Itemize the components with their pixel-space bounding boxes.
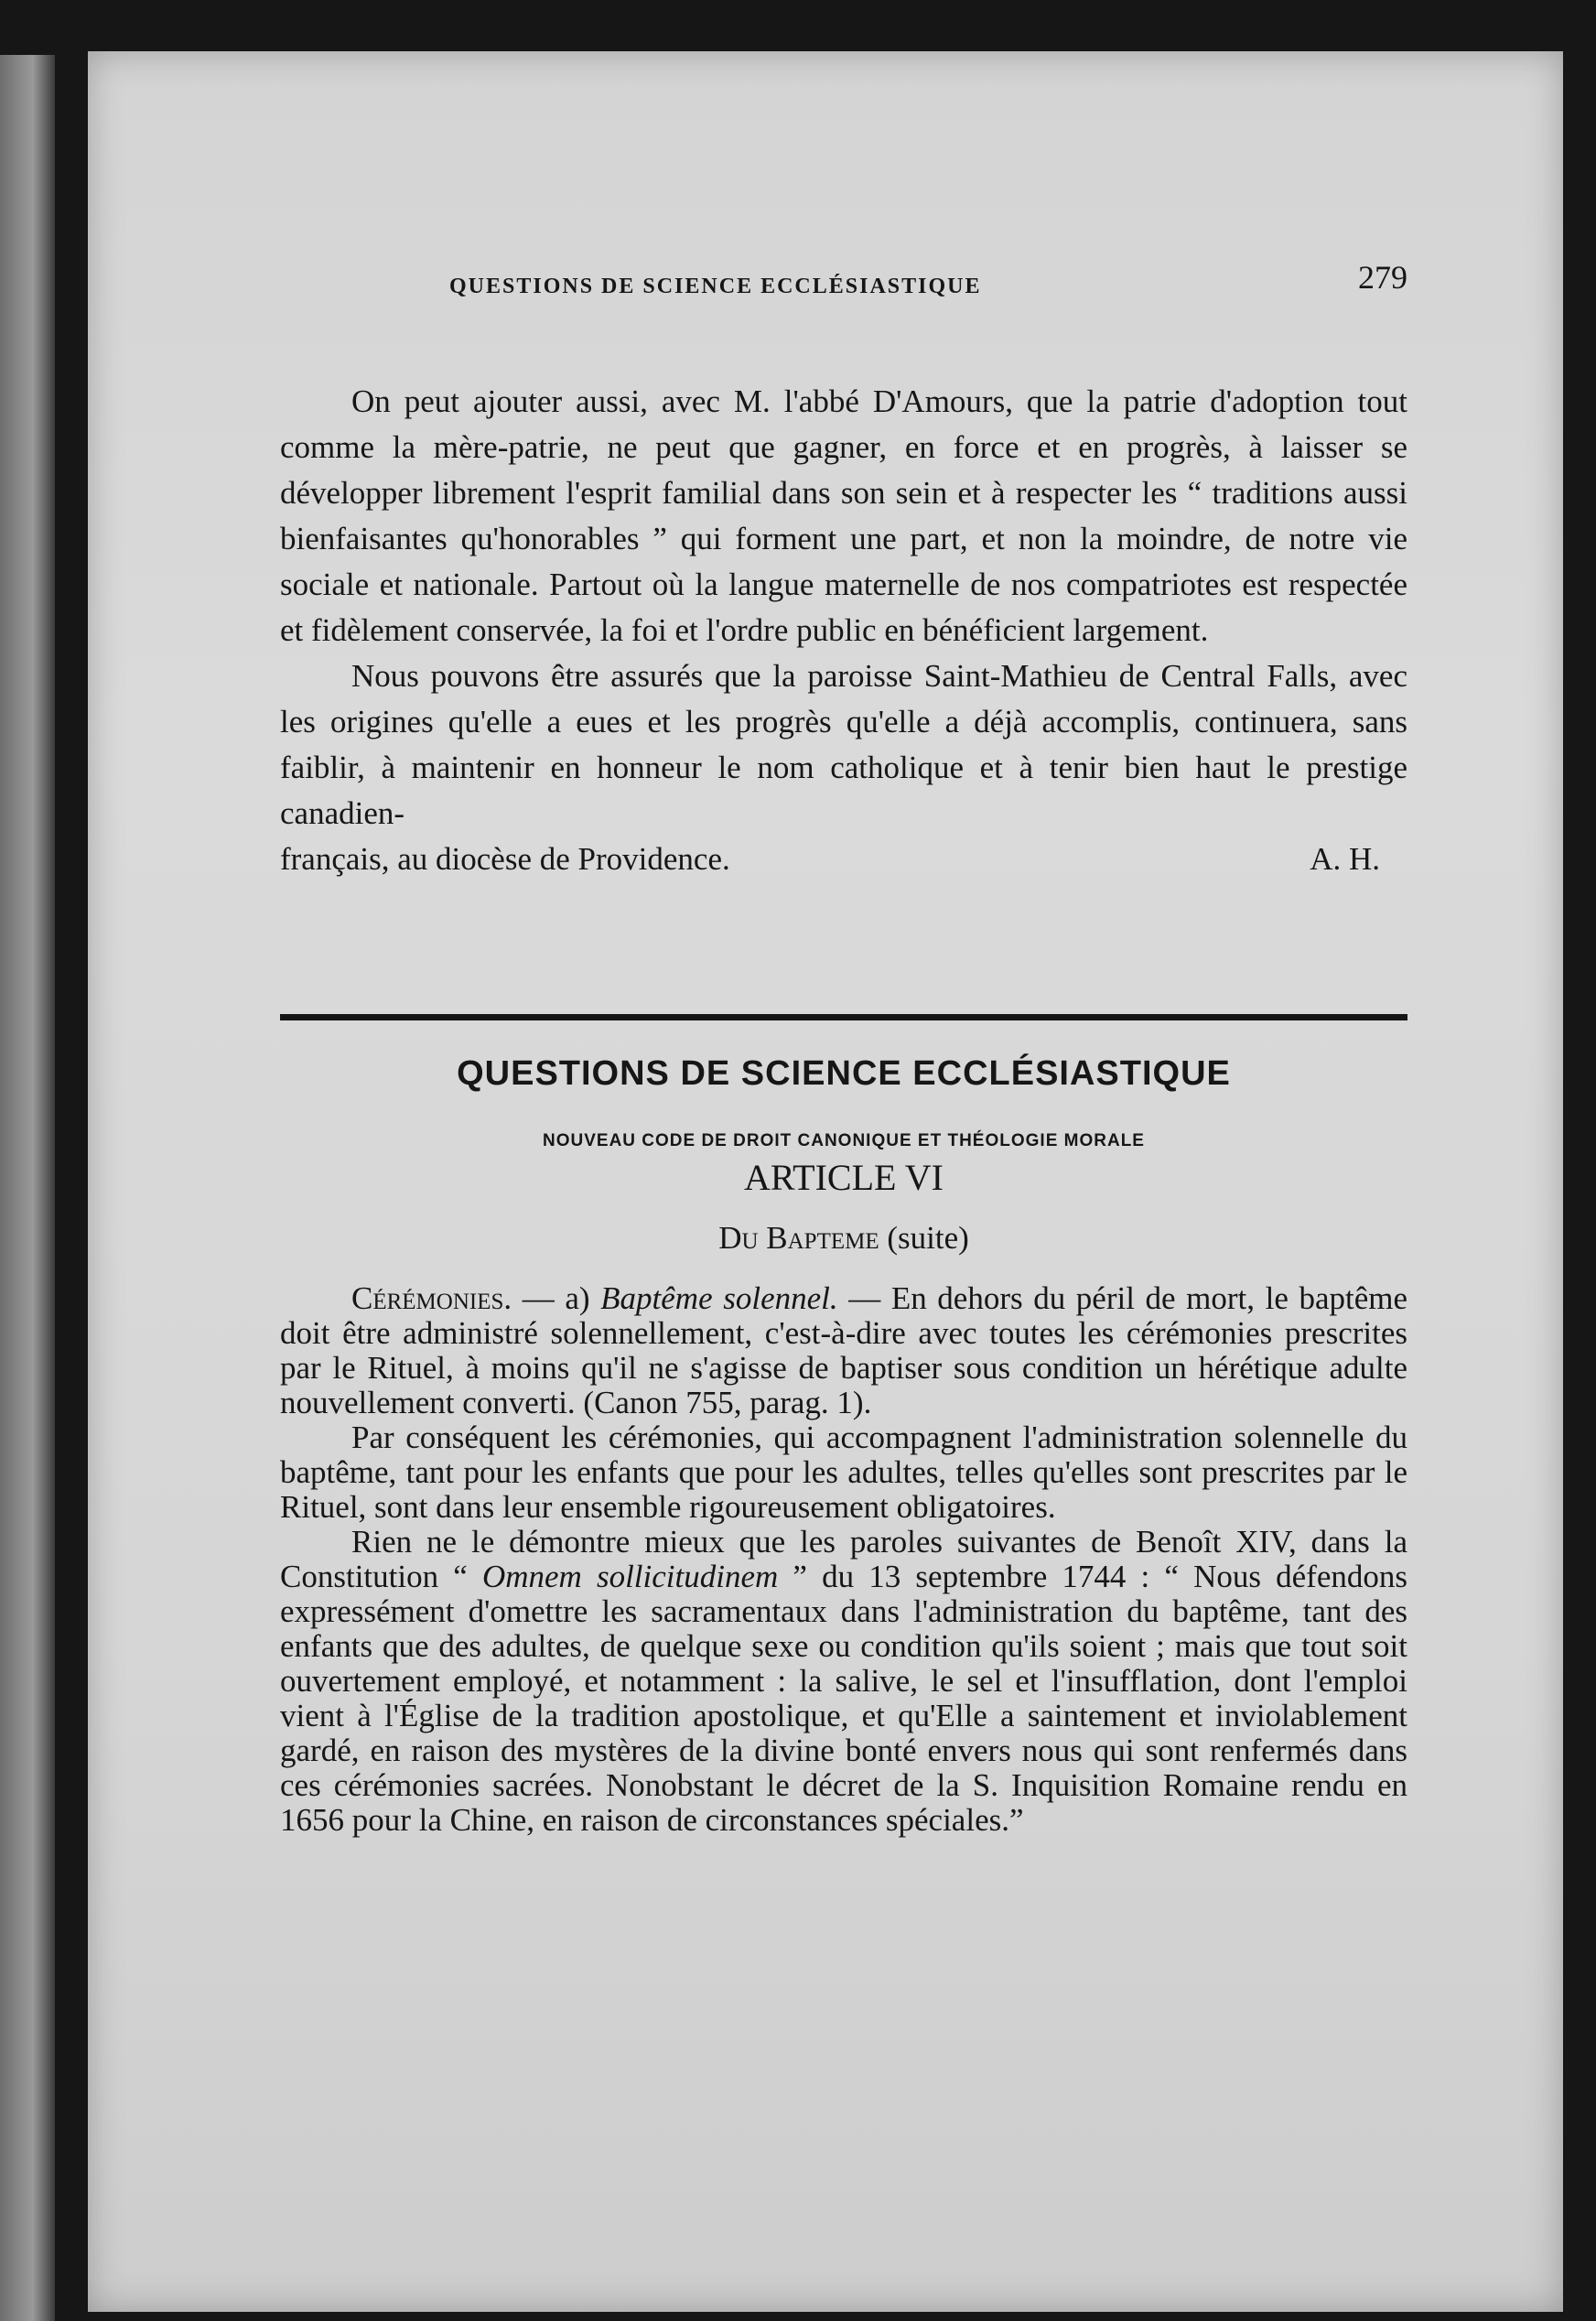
article-subheading [280, 1215, 1407, 1261]
paragraph-lead: Cérémonies. [351, 1280, 512, 1316]
paragraph-text: Rien ne le démontre mieux que les paroles suivantes de Benoît XIV, dans la Constitution “ [280, 1524, 1407, 1594]
article-heading: ARTICLE VI [744, 1157, 944, 1198]
page-sheet [88, 51, 1563, 2312]
paragraph: On peut ajouter aussi, avec M. l'abbé D'Amours, que la patrie d'adoption tout comme la mère-patrie, ne peut que gagner, en force et en progrès, à laisser se développer librement l'esprit familial dans son sein et à respecter les “ traditions aussi bienfaisantes qu'honorables ” qui forment une part, et non la moindre, de notre vie sociale et nationale. Partout où la langue maternelle de nos compatriotes est respectée et fidèlement conservée, la foi et l'ordre public en bénéficient largement. [280, 383, 1407, 648]
section-subtitle: NOUVEAU CODE DE DROIT CANONIQUE ET THÉOLOGIE MORALE [543, 1131, 1145, 1150]
paragraph-last-line [280, 837, 1407, 882]
last-line-text: français, au diocèse de Providence. [280, 841, 730, 877]
paragraph: Par conséquent les cérémonies, qui accompagnent l'administration solennelle du baptême, tant pour les enfants que pour les adultes, telles qu'elles sont prescrites par le Rituel, sont dans leur ensemble rigoureusement obligatoires. [280, 1420, 1407, 1525]
article-subheading-suffix: (suite) [887, 1220, 969, 1256]
article-text [280, 1281, 1407, 1838]
page-number: 279 [1358, 259, 1407, 296]
constitution-title: Omnem sollicitudinem [481, 1559, 779, 1594]
article-subheading-main: Du Bapteme [718, 1220, 879, 1256]
running-head [280, 254, 1407, 300]
closing-article-text [280, 379, 1407, 882]
paragraph-marker: — a) [522, 1280, 590, 1316]
paragraph: Nous pouvons être assurés que la paroisse Saint-Mathieu de Central Falls, avec les origines qu'elle a eues et les progrès qu'elle a déjà accomplis, continuera, sans faiblir, à maintenir en honneur le nom catholique et à tenir bien haut le prestige canadien- [280, 658, 1407, 831]
adjacent-page-edge [0, 55, 55, 2321]
paragraph-italic-heading: Baptême solennel. [600, 1280, 838, 1316]
paragraph-text: — En dehors du péril de mort, le baptême doit être administré solennellement, c'est-à-dire avec toutes les cérémonies prescrites par le Rituel, à moins qu'il ne s'agisse de baptiser sous condition un hérétique adulte nouvellement converti. (Canon 755, parag. 1). [280, 1280, 1408, 1420]
section-divider [280, 1014, 1407, 1020]
paragraph [280, 1525, 1407, 1838]
running-head-title: QUESTIONS DE SCIENCE ECCLÉSIASTIQUE [449, 275, 982, 298]
section-title: QUESTIONS DE SCIENCE ECCLÉSIASTIQUE [457, 1054, 1231, 1093]
author-signature: A. H. [1310, 841, 1380, 877]
paragraph [280, 1281, 1407, 1420]
paragraph-text: ” du 13 septembre 1744 : “ Nous défendons expressément d'omettre les sacramentaux dans l'administration du baptême, tant des enfants que des adultes, de quelque sexe ou condition qu'ils soient ; mais que tout soit ouvertement employé, et notamment : la salive, le sel et l'insufflation, dont l'emploi vient à l'Église de la tradition apostolique, et qu'Elle a saintement et inviolablement gardé, en raison des mystères de la divine bonté envers nous qui sont renfermés dans ces cérémonies sacrées. Nonobstant le décret de la S. Inquisition Romaine rendu en 1656 pour la Chine, en raison de circonstances spéciales.” [280, 1559, 1407, 1838]
